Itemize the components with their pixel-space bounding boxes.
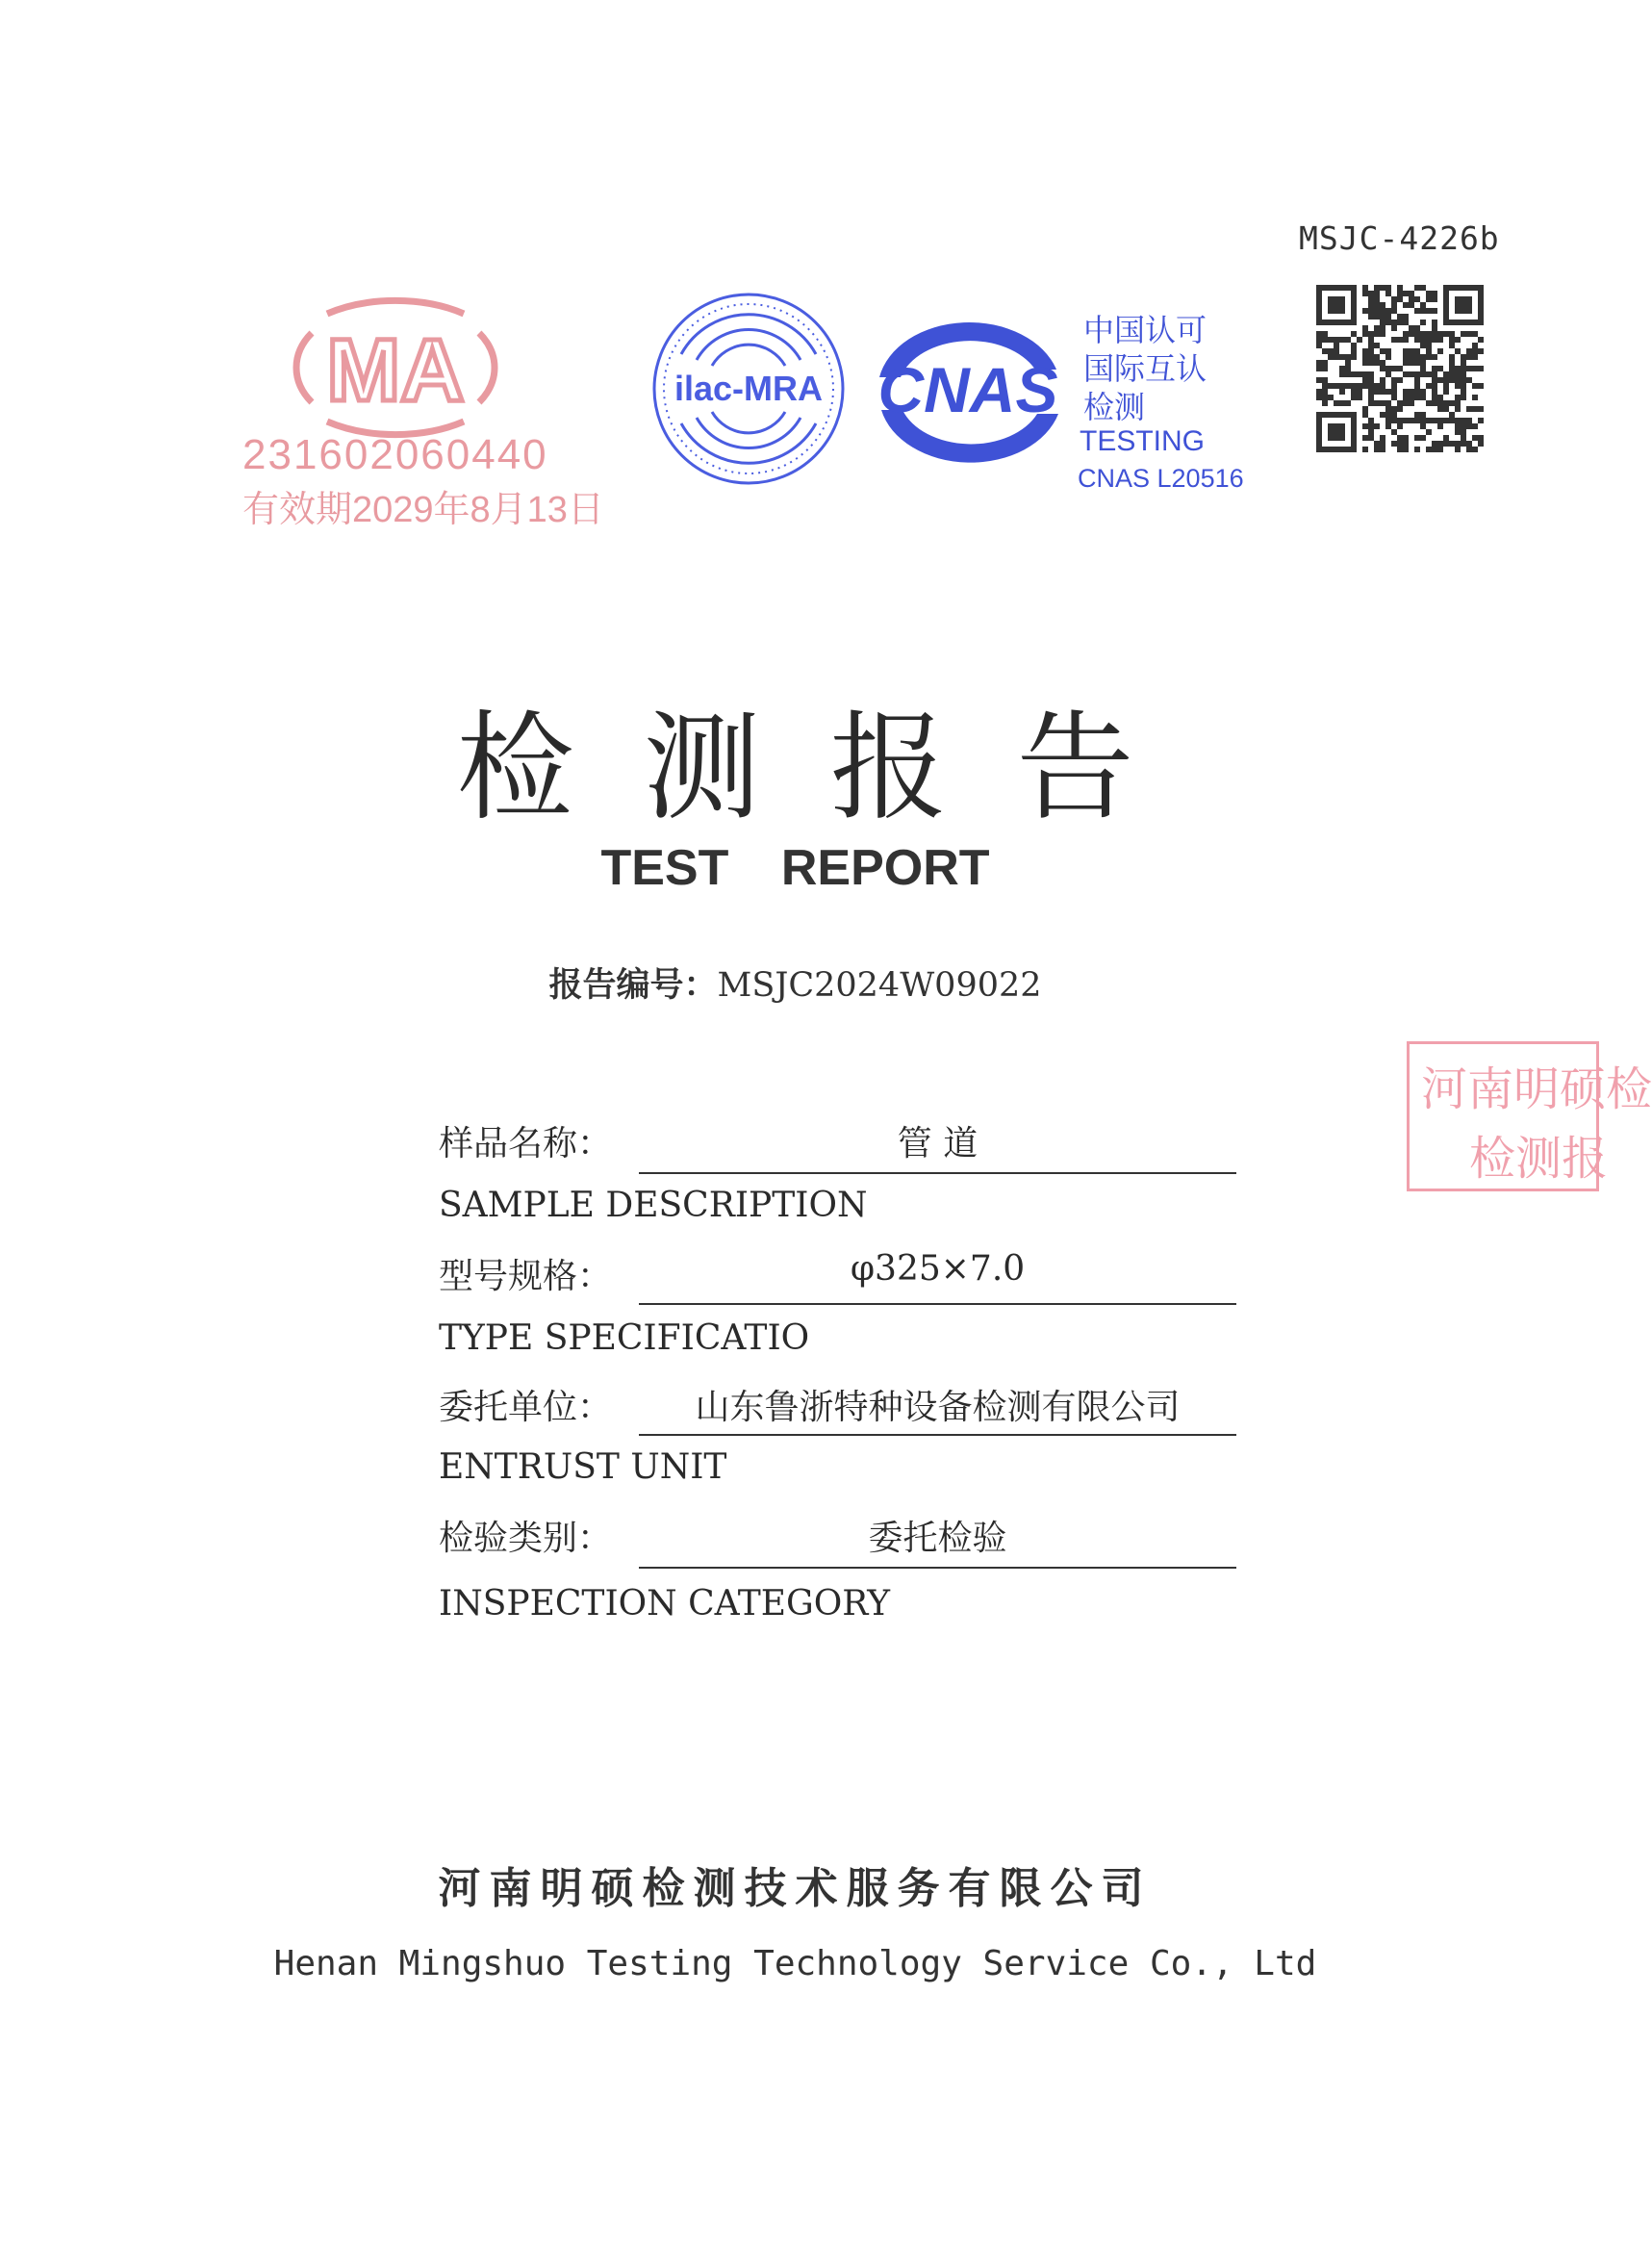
document-code: MSJC-4226b	[1299, 219, 1500, 257]
inspection-category-value: 委托检验	[868, 1519, 1007, 1558]
report-number-label: 报告编号：	[548, 966, 718, 1004]
type-spec-label: 型号规格：	[439, 1257, 613, 1296]
sample-name-label: 样品名称：	[439, 1124, 613, 1163]
cma-number: 231602060440	[242, 431, 548, 478]
type-spec-en: TYPE SPECIFICATIO	[439, 1318, 810, 1358]
report-title-en: TEST REPORT	[600, 840, 990, 896]
cnas-mark: CNAS	[877, 354, 1058, 425]
report-title-cn: 检测报告	[456, 700, 1204, 836]
sample-name-underline	[639, 1172, 1236, 1174]
company-name-en: Henan Mingshuo Testing Technology Service Co., Ltd	[273, 1944, 1317, 1983]
cma-mark: MA	[326, 321, 465, 420]
entrust-unit-value: 山东鲁浙特种设备检测有限公司	[695, 1388, 1181, 1427]
entrust-unit-en: ENTRUST UNIT	[439, 1447, 727, 1487]
cnas-cn-line3: 检测	[1083, 390, 1146, 424]
report-number-value: MSJC2024W09022	[717, 966, 1042, 1005]
entrust-unit-label: 委托单位：	[439, 1388, 613, 1427]
type-spec-value: φ325×7.0	[850, 1249, 1026, 1289]
cma-validity: 有效期2029年8月13日	[242, 490, 604, 530]
cnas-cn-line2: 国际互认	[1083, 351, 1207, 386]
qr-code-icon	[1316, 285, 1484, 452]
cma-logo	[269, 296, 521, 439]
cnas-logo	[852, 310, 1083, 475]
company-stamp-line2: 检测报	[1469, 1132, 1609, 1186]
cnas-testing: TESTING	[1080, 425, 1206, 457]
company-name-cn: 河南明硕检测技术服务有限公司	[438, 1864, 1153, 1913]
sample-name-value: 管 道	[897, 1124, 978, 1163]
sample-name-en: SAMPLE DESCRIPTION	[439, 1186, 868, 1225]
inspection-category-label: 检验类别：	[439, 1519, 613, 1558]
ilac-mra-logo	[647, 287, 851, 491]
type-spec-underline	[639, 1303, 1236, 1305]
cnas-code: CNAS L20516	[1078, 464, 1244, 493]
company-stamp-line1: 河南明硕检	[1421, 1062, 1652, 1116]
inspection-category-underline	[639, 1567, 1236, 1569]
entrust-unit-underline	[639, 1434, 1236, 1436]
company-stamp	[1407, 1041, 1652, 1191]
ilac-mark: ilac-MRA	[674, 369, 824, 408]
report-number	[0, 959, 1590, 1007]
inspection-category-en: INSPECTION CATEGORY	[439, 1584, 891, 1624]
cnas-cn-line1: 中国认可	[1083, 313, 1207, 347]
